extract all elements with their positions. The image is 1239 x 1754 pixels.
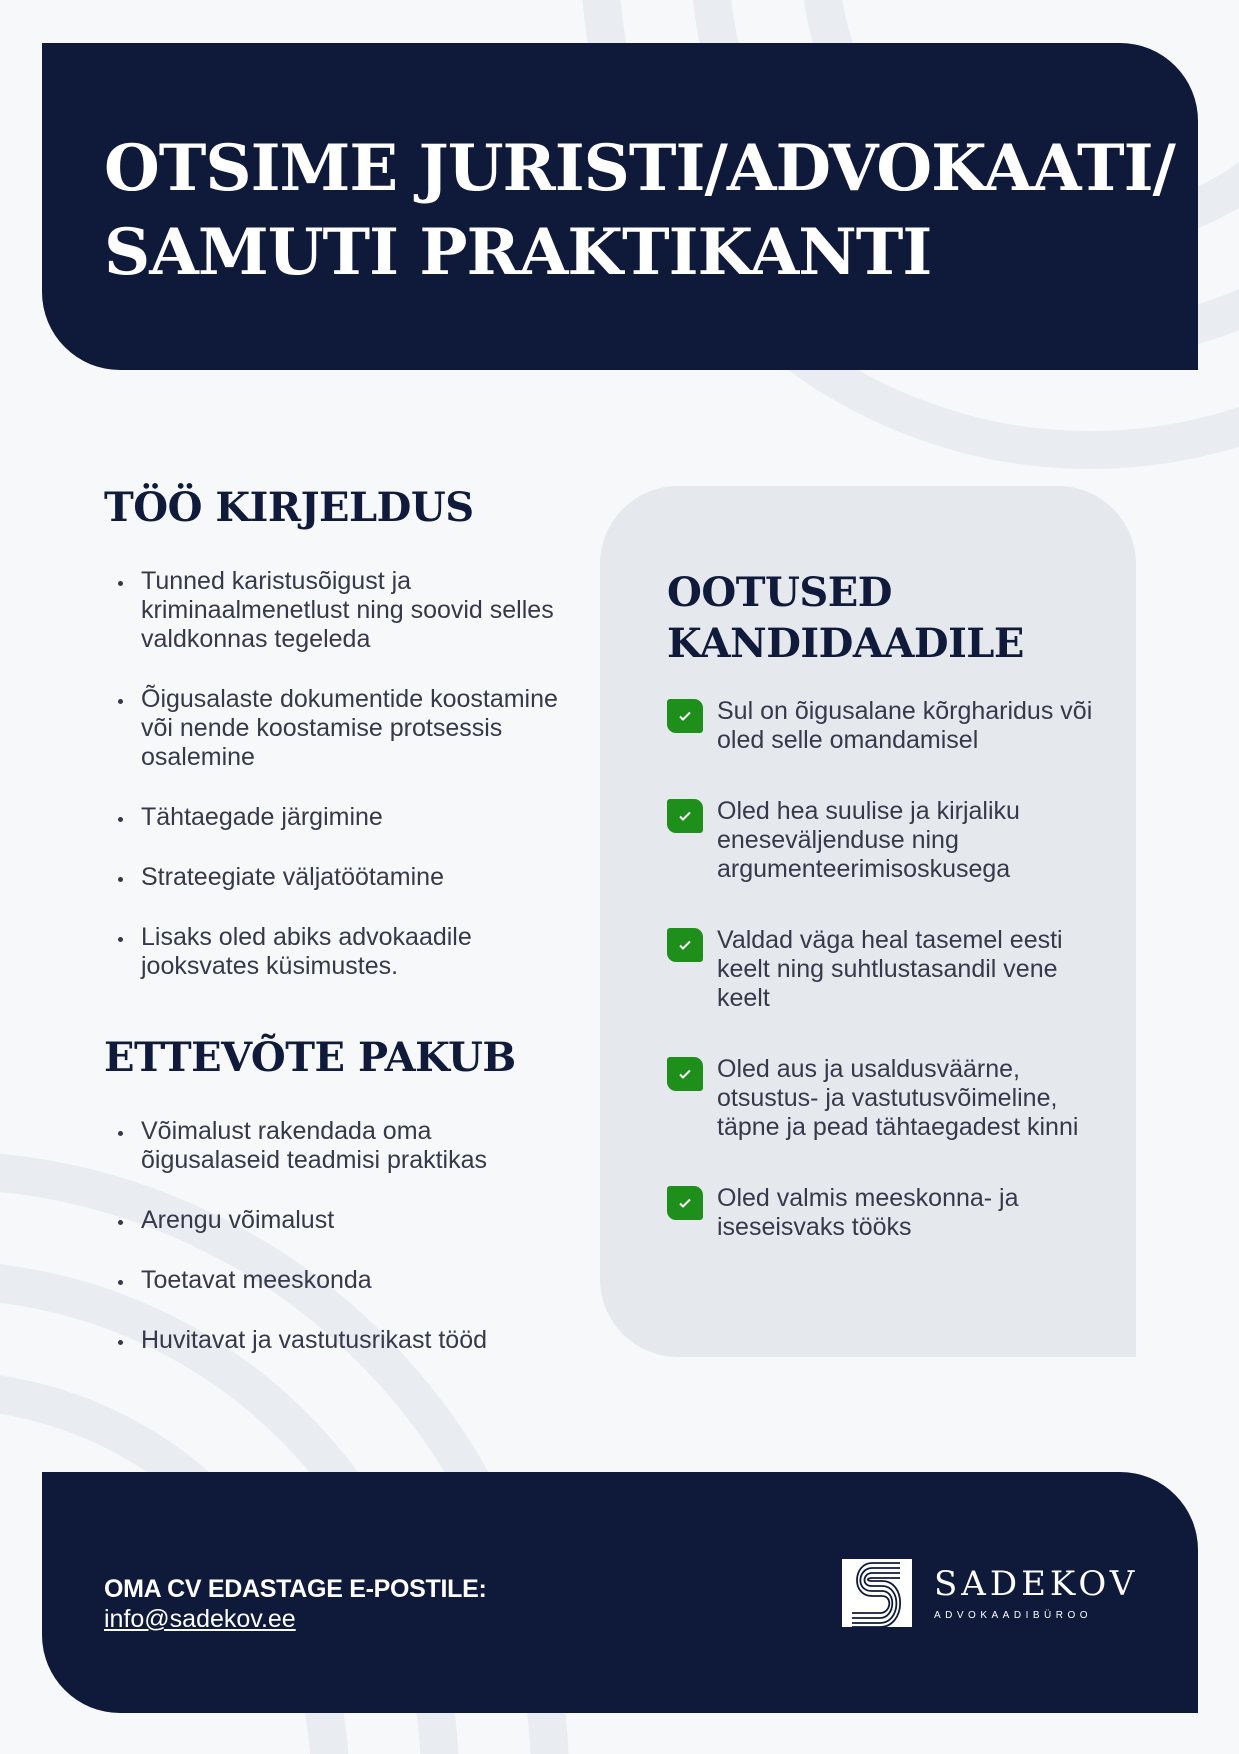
- expectations-list: [667, 697, 1107, 1284]
- list-item: Võimalust rakendada oma õigusalaseid teadmisi praktikas: [104, 1117, 564, 1175]
- checklist-item: [667, 926, 1107, 1013]
- checklist-item: [667, 1055, 1107, 1142]
- checklist-item-text: Oled hea suulise ja kirjaliku eneseväljenduse ning argumenteerimisoskusega: [717, 797, 1020, 883]
- checkmark-icon: [667, 1186, 703, 1220]
- checkmark-icon: [667, 799, 703, 833]
- expectations-title-line-1: OOTUSED: [667, 569, 892, 616]
- checkmark-icon: [667, 699, 703, 733]
- list-item: Tunned karistusõigust ja kriminaalmenetlust ning soovid selles valdkonnas tegeleda: [104, 567, 564, 654]
- list-item: Huvitavat ja vastutusrikast tööd: [104, 1326, 564, 1355]
- checklist-item-text: Valdad väga heal tasemel eesti keelt ning suhtlustasandil vene keelt: [717, 926, 1063, 1012]
- list-item: Arengu võimalust: [104, 1206, 564, 1235]
- page-title-line-2: SAMUTI PRAKTIKANTI: [104, 215, 932, 290]
- cv-submission-label: OMA CV EDASTAGE E-POSTILE:: [104, 1575, 487, 1603]
- header-banner: [42, 43, 1198, 370]
- list-item: Lisaks oled abiks advokaadile jooksvates küsimustes.: [104, 923, 564, 981]
- checklist-item-text: Sul on õigusalane kõrgharidus või oled selle omandamisel: [717, 697, 1093, 754]
- job-description-title: TÖÖ KIRJELDUS: [104, 484, 474, 531]
- footer-banner: [42, 1472, 1198, 1713]
- page-title: [104, 127, 1175, 295]
- checklist-item: [667, 1184, 1107, 1242]
- list-item: Toetavat meeskonda: [104, 1266, 564, 1295]
- checkmark-icon: [667, 1057, 703, 1091]
- company-logo: [842, 1558, 1138, 1628]
- list-item: Tähtaegade järgimine: [104, 803, 564, 832]
- checklist-item: [667, 697, 1107, 755]
- checklist-item-text: Oled aus ja usaldusväärne, otsustus- ja vastutusvõimeline, täpne ja pead tähtaegadest kinni: [717, 1055, 1079, 1141]
- list-item: Strateegiate väljatöötamine: [104, 863, 564, 892]
- company-offers-list: [104, 1117, 564, 1386]
- checkmark-icon: [667, 928, 703, 962]
- page-title-line-1: OTSIME JURISTI/ADVOKAATI/: [104, 131, 1175, 206]
- expectations-title-line-2: KANDIDAADILE: [667, 620, 1024, 667]
- sadekov-logo-icon: [842, 1559, 912, 1627]
- logo-name: SADEKOV: [934, 1563, 1139, 1604]
- contact-email-link[interactable]: info@sadekov.ee: [104, 1605, 296, 1633]
- list-item: Õigusalaste dokumentide koostamine või nende koostamise protsessis osalemine: [104, 685, 564, 772]
- job-description-list: [104, 567, 564, 1012]
- expectations-title: [667, 567, 1024, 669]
- company-offers-title: ETTEVÕTE PAKUB: [104, 1034, 516, 1081]
- checklist-item: [667, 797, 1107, 884]
- checklist-item-text: Oled valmis meeskonna- ja iseseisvaks tööks: [717, 1184, 1019, 1241]
- logo-subtitle: ADVOKAADIBÜROO: [934, 1609, 1093, 1621]
